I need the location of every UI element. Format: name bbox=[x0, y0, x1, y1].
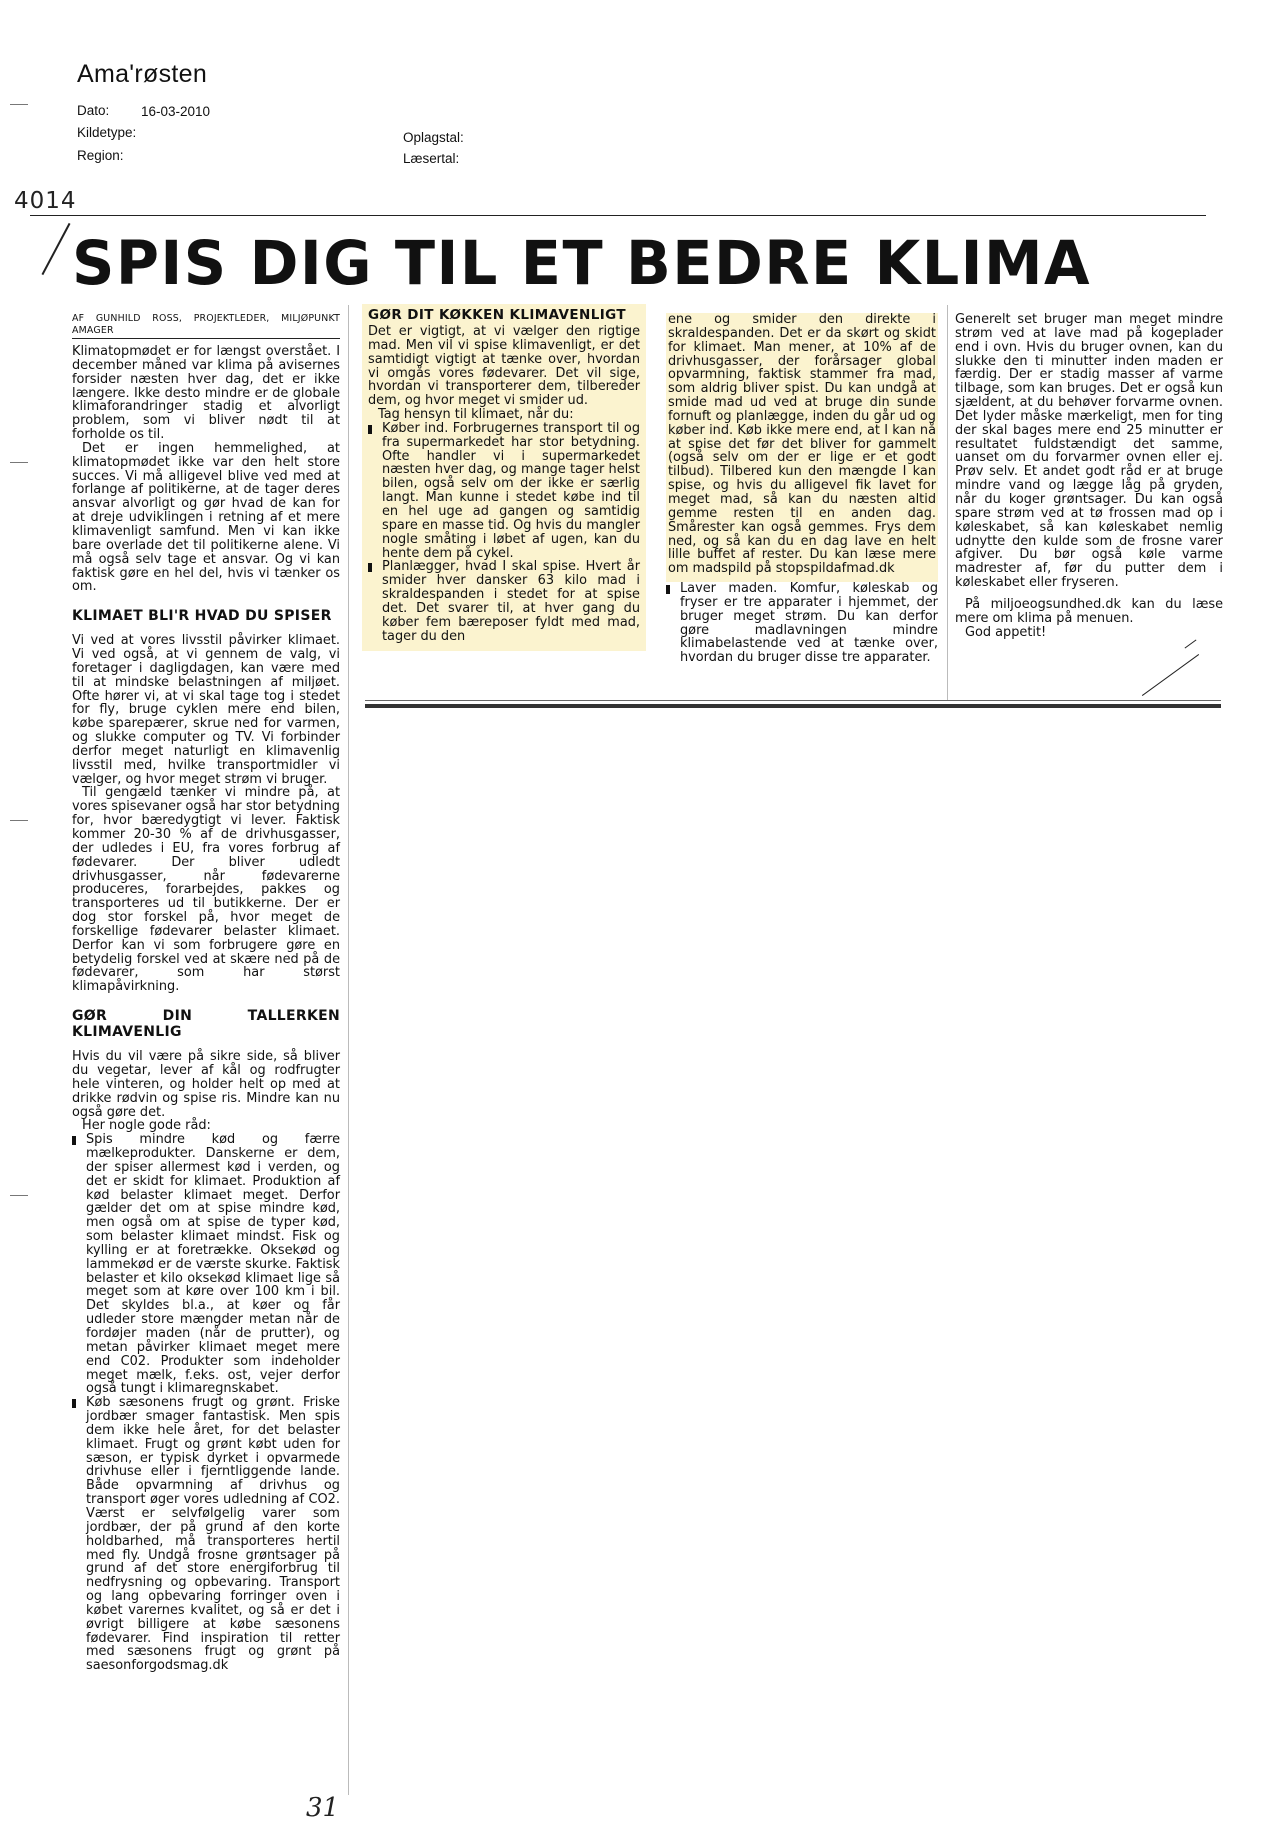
bullet-item: Køb sæsonens frugt og grønt. Friske jordbær smager fantastisk. Men spis dem ikke hele året, for det belaster klimaet. Frugt og grønt købt uden for sæson, er typisk dyrket i opvarmede drivhuse eller i fjerntliggende lande. Både opvarmning af drivhus og transport øger vores udledning af CO2. Værst er selvfølgelig varer som jordbær, der på grund af den korte holdbarhed, må transporteres hertil med fly. Undgå frosne grøntsager på grund af det store energiforbrug til nedfrysning og opbevaring. Transport og lang opbevaring forringer oven i købet varernes kvalitet, og så er det i øvrigt billigere at købe sæsonens fødevarer. Find inspiration til retter med sæsonens frugt og grønt på saesonforgodsmag.dk bbox=[72, 1396, 340, 1673]
bullet-item: Køber ind. Forbrugernes transport til og fra supermarkedet har stor betydning. Ofte handler vi i supermarkedet næsten hver dag, og mange tager helst bilen, også selv om der ikke er særlig langt. Man kunne i stedet købe ind til en hel uge ad gangen og samtidig spare en masse tid. Og hvis du mangler nogle småting i løbet af ugen, kan du hente dem på cykel. bbox=[368, 422, 640, 560]
top-rule bbox=[30, 215, 1206, 216]
handwritten-signature: 31 bbox=[306, 1793, 340, 1823]
paragraph: Her nogle gode råd: bbox=[82, 1118, 211, 1134]
column-4 bbox=[955, 313, 1223, 639]
article-headline: SPIS DIG TIL ET BEDRE KLIMA bbox=[72, 228, 1092, 299]
continued-box bbox=[666, 313, 938, 582]
date-label: Dato: bbox=[77, 103, 110, 118]
column-1 bbox=[72, 313, 340, 1673]
scan-mark bbox=[10, 820, 28, 821]
column-divider bbox=[947, 305, 948, 700]
box-heading: GØR DIT KØKKEN KLIMAVENLIGT bbox=[368, 307, 627, 323]
laesertal-label: Læsertal: bbox=[403, 151, 460, 166]
paragraph: Generelt set bruger man meget mindre strøm ved at lave mad på kogeplader end i ovn. Hvis du bruger ovnen, kan du slukke den ti minutter inden maden er færdig. Der er stadig masser af varme tilbage, som kan bruges. Det er også kun sjældent, at du behøver forvarme ovnen. Det lyder måske mærkeligt, men for ting der skal bages mere end 25 minutter er resultatet fuldstændigt det samme, uanset om du forvarmer ovnen eller ej. Prøv selv. Et andet godt råd er at bruge mindre vand og lægge låg på gryden, når du koger grøntsager. Du kan også spare strøm ved at tø frossen mad op i køleskabet, så kan køleskabet nemlig udnytte den kulde som de frosne varer afgiver. Du bør også køle varme madrester af, før du putter dem i køleskabet eller fryseren. bbox=[955, 312, 1223, 591]
oplagstal-label: Oplagstal: bbox=[403, 130, 464, 145]
bullet-item: Planlægger, hvad I skal spise. Hvert år smider hver dansker 63 kilo mad i skraldespanden i stedet for at spise det. Det svarer til, at hver gang du køber fem bæreposer fyldt med mad, tager du den bbox=[368, 560, 640, 643]
paragraph: God appetit! bbox=[965, 624, 1047, 640]
date-value: 16-03-2010 bbox=[141, 104, 211, 119]
paragraph: På miljoeogsundhed.dk kan du læse mere om klima på menuen. bbox=[955, 596, 1223, 626]
scan-mark bbox=[10, 1195, 28, 1196]
handwritten-slash bbox=[42, 223, 71, 275]
kildetype-label: Kildetype: bbox=[77, 125, 137, 140]
paragraph: ene og smider den direkte i skraldespanden. Det er da skørt og skidt for klimaet. Man mener, at 10% af de drivhusgasser, der forårsager global opvarmning, faktisk stammer fra mad, som aldrig bliver spist. Du kan undgå at smide mad ud ved at bruge din sunde fornuft og planlægge, inden du går ud og køber ind. Køb ikke mere end, at I kan nå at spise det før det bliver for gammelt (også selv om der er lige er et godt tilbud). Tilbered kun den mængde I kan spise, og hvis du alligevel fik lavet for meget mad, så kan du næsten altid gemme resten til en anden dag. Smårester kan også gemmes. Frys dem ned, og så kan du en dag lave en helt lille buffet af rester. Du kan læse mere om madspild på stopspildafmad.dk bbox=[668, 312, 936, 577]
byline: AF GUNHILD ROSS, PROJEKTLEDER, MILJØPUNKT AMAGER bbox=[72, 313, 340, 339]
scan-mark bbox=[10, 462, 28, 463]
handwritten-end-slash bbox=[1142, 654, 1199, 696]
source-name: Ama'røsten bbox=[77, 60, 208, 88]
bottom-rule bbox=[365, 700, 1221, 701]
section-heading: GØR DIN TALLERKEN KLIMAVENLIG bbox=[72, 1008, 340, 1041]
paragraph: Hvis du vil være på sikre side, så bliver du vegetar, lever af kål og rodfrugter hele vinteren, og holder helt op med at drikke rødvin og spise ris. Mindre kan nu også gøre det. bbox=[72, 1049, 340, 1120]
handwritten-end-slash bbox=[1185, 639, 1197, 648]
column-2-box bbox=[362, 304, 646, 651]
paragraph: Vi ved at vores livsstil påvirker klimaet. Vi ved også, at vi gennem de valg, vi foretager i dagligdagen, kan være med til at mindske belastningen af miljøet. Ofte hører vi, at vi skal tage tog i stedet for fly, bruge cyklen mere end bilen, købe sparepærer, skrue ned for varmen, og slukke computer og TV. Vi forbinder derfor meget naturligt en klimavenlig livsstil med, hvilke transportmidler vi vælger, og hvor meget strøm vi bruger. bbox=[72, 633, 340, 787]
column-3 bbox=[666, 313, 938, 665]
section-heading: KLIMAET BLI'R HVAD DU SPISER bbox=[72, 608, 332, 625]
bullet-item: Laver maden. Komfur, køleskab og fryser er tre apparater i hjemmet, der bruger meget strøm. Du kan derfor gøre madlavningen mindre klimabelastende ved at tænke over, hvordan du bruger disse tre apparater. bbox=[666, 582, 938, 665]
paragraph: Det er vigtigt, at vi vælger den rigtige mad. Men vil vi spise klimavenligt, er det samtidigt vigtigt at tænke over, hvordan vi omgås vores fødevarer. Det vil sige, hvordan vi transporterer dem, tilbereder dem, og hvor meget vi smider ud. bbox=[368, 324, 640, 409]
column-divider bbox=[348, 305, 349, 1795]
bullet-item: Spis mindre kød og færre mælkeprodukter. Danskerne er dem, der spiser allermest kød i verden, og det er skidt for klimaet. Produktion af kød belaster klimaet meget. Derfor gælder det om at spise mindre kød, men også om at spise de typer kød, som belaster klimaet mindst. Fisk og kylling er at foretrække. Oksekød og lammekød er de værste skurke. Faktisk belaster et kilo oksekød klimaet lige så meget som at køre over 100 km i bil. Det skyldes bl.a., at køer og får udleder store mængder metan når de fordøjer maden (når de prutter), og metan påvirker klimaet meget mere end C02. Produkter som indeholder meget mælk, f.eks. ost, vejer derfor også tungt i klimaregnskabet. bbox=[72, 1133, 340, 1396]
paragraph: Klimatopmødet er for længst overstået. I december måned var klima på avisernes forsider næsten hver dag, det er ikke længere. Ikke desto mindre er de globale klimaforandringer stadig et alvorligt problem, som vi bliver nødt til at forholde os til. bbox=[72, 344, 340, 443]
handwritten-code: 4014 bbox=[14, 188, 77, 214]
paragraph: Tag hensyn til klimaet, når du: bbox=[378, 407, 574, 423]
paragraph: Det er ingen hemmelighed, at klimatopmødet ikke var den helt store succes. Vi må alligevel blive ved med at forlange af politikerne, at de tager deres ansvar alvorligt og gør hvad de kan for at dreje udviklingen i retning af et mere klimavenligt samfund. Men vi kan ikke bare overlade det til politikerne alene. Vi må også selv tage et ansvar. Og vi kan faktisk gøre en hel del, hvis vi tænker os om. bbox=[72, 440, 340, 595]
paragraph: Til gengæld tænker vi mindre på, at vores spisevaner også har stor betydning for, hvor bæredygtigt vi lever. Faktisk kommer 20-30 % af de drivhusgasser, der udledes i EU, fra vores forbrug af fødevarer. Der bliver udledt drivhusgasser, når fødevarerne produceres, forarbejdes, pakkes og transporteres ud til butikkerne. Der er dog stor forskel på, hvor meget de forskellige fødevarer belaster klimaet. Derfor kan vi som forbrugere gøre en betydelig forskel ved at skære ned på de fødevarer, som har størst klimapåvirkning. bbox=[72, 785, 340, 995]
scan-mark bbox=[10, 104, 28, 105]
region-label: Region: bbox=[77, 148, 124, 163]
bottom-rule-thick bbox=[365, 704, 1221, 708]
